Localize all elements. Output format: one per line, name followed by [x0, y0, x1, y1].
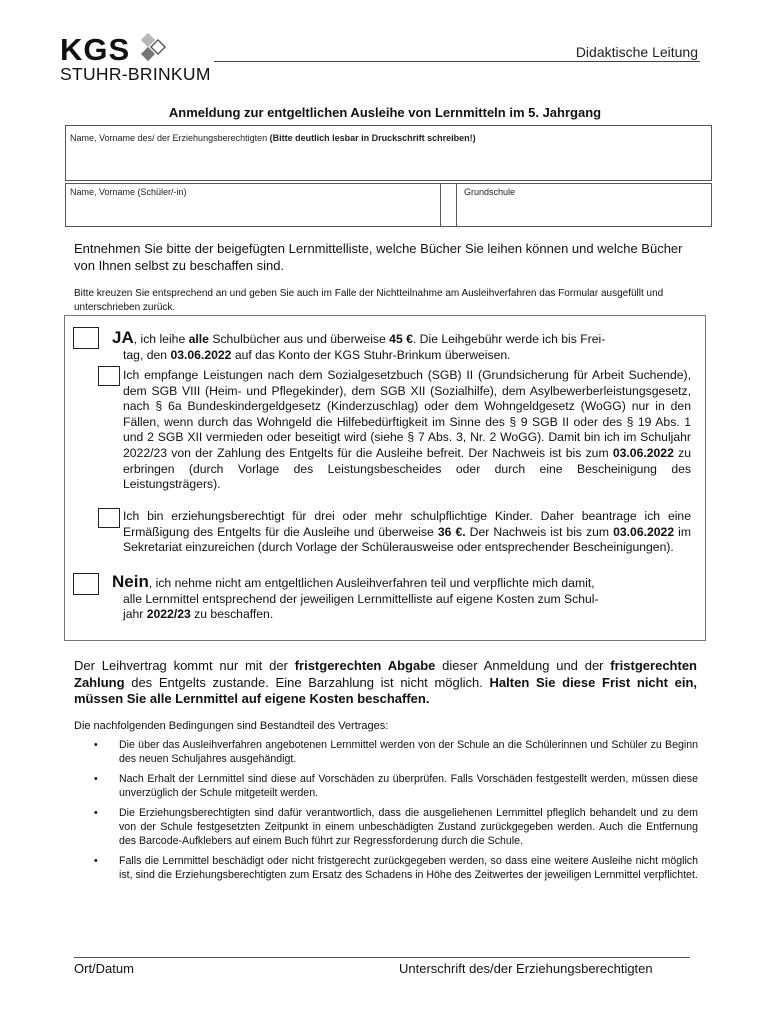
- list-item: • Die Erziehungsberechtigten sind dafür verantwortlich, dass die ausgeliehenen Lernmittel pfleglich behandelt und zu dem von der Schule festgesetzten Zeitpunkt in einem unbeschädigten Zustand zurückgegeben werden. Auch die Entfernung des Barcode-Aufklebers auf einem Buch führt zur Regressforderung durch die Schule.: [94, 807, 698, 847]
- signature-line[interactable]: [74, 957, 690, 958]
- option-nein-checkbox[interactable]: [73, 573, 99, 595]
- field-divider: [440, 183, 441, 227]
- bullet-icon: •: [94, 807, 98, 819]
- logo-diamond-icon: [134, 33, 168, 63]
- bullet-icon: •: [94, 855, 98, 867]
- instruction-text: Bitte kreuzen Sie entsprechend an und geben Sie auch im Falle der Nichtteilnahme am Ausleihverfahren das Formular ausgefüllt und unterschrieben zurück.: [74, 288, 664, 313]
- student-name-label: Name, Vorname (Schüler/-in): [70, 187, 187, 197]
- place-date-label: Ort/Datum: [74, 961, 134, 976]
- list-item: • Nach Erhalt der Lernmittel sind diese auf Vorschäden zu überprüfen. Falls Vorschäden festgestellt werden, müssen diese unverzüglich der Schule mitgeteilt werden.: [94, 773, 698, 799]
- header-divider: [214, 61, 700, 62]
- option-ja-checkbox[interactable]: [73, 327, 99, 349]
- contract-text: Der Leihvertrag kommt nur mit der fristgerechten Abgabe dieser Anmeldung und der fristgerechten Zahlung des Entgelts zustande. Eine Barzahlung ist nicht möglich. Halten Sie diese Frist nicht ein, müssen Sie alle Lernmittel auf eigene Kosten beschaffen.: [74, 658, 697, 706]
- field-divider: [456, 183, 457, 227]
- list-item: • Die über das Ausleihverfahren angebotenen Lernmittel werden von der Schule an die Schülerinnen und Schüler zu Beginn des neuen Schuljahres ausgehändigt.: [94, 739, 698, 765]
- list-item: • Falls die Lernmittel beschädigt oder nicht fristgerecht zurückgegeben werden, so dass eine weitere Ausleihe nicht möglich ist, sind die Erziehungsberechtigten zum Ersatz des Schadens in Höhe des Zeitwertes der jeweiligen Lernmittel verpflichtet.: [94, 855, 698, 881]
- logo-text: KGS: [60, 32, 131, 67]
- school-name-label[interactable]: Grundschule: [464, 187, 516, 197]
- option-ja-text: JA, ich leihe alle Schulbücher aus und überweise 45 €. Die Leihgebühr werde ich bis Frei- tag, den 03.06.2022 auf das Konto der KGS Stuhr-Brinkum überweisen.: [112, 328, 606, 362]
- conditions-list: [90, 738, 698, 888]
- signature-label: Unterschrift des/der Erziehungsberechtigten: [399, 961, 653, 976]
- department-label: Didaktische Leitung: [575, 44, 698, 60]
- guardian-name-label: Name, Vorname des/ der Erziehungsberechtigten (Bitte deutlich lesbar in Druckschrift schreiben!): [70, 133, 476, 143]
- option-reduction-checkbox[interactable]: [98, 508, 120, 528]
- bullet-icon: •: [94, 739, 98, 751]
- option-benefits-text: Ich empfange Leistungen nach dem Sozialgesetzbuch (SGB) II (Grundsicherung für Arbeit Suchende), dem SGB VIII (Heim- und Pflegekinder), dem SGB XII (Sozialhilfe), dem Asylbewerberleistungsgesetz, nach § 6a Bundeskindergeldgesetz (Kinderzuschlag) oder dem Wohngeldgesetz (WoGG) nur in den Fällen, wenn durch das Wohngeld die Hilfebedürftigkeit im Sinne des § 9 SGB II oder des § 19 Abs. 1 und 2 SGB XII vermieden oder beseitigt wird (siehe § 7 Abs. 3, Nr. 2 WoGG). Damit bin ich im Schuljahr 2022/23 von der Zahlung des Entgelts für die Ausleihe befreit. Der Nachweis ist bis zum 03.06.2022 zu erbringen (durch Vorlage des Leistungsbescheides oder durch eine Bescheinigung des Leistungsträgers).: [123, 368, 691, 492]
- conditions-intro: Die nachfolgenden Bedingungen sind Bestandteil des Vertrages:: [74, 720, 389, 732]
- option-reduction-text: Ich bin erziehungsberechtigt für drei oder mehr schulpflichtige Kinder. Daher beantrage ich eine Ermäßigung des Entgelts für die Ausleihe und überweise 36 €. Der Nachweis ist bis zum 03.06.2022 im Sekretariat einzureichen (durch Vorlage der Schülerausweise oder entsprechender Bescheinigungen).: [123, 509, 692, 555]
- option-benefits-checkbox[interactable]: [98, 366, 120, 386]
- form-title: Anmeldung zur entgeltlichen Ausleihe von Lernmitteln im 5. Jahrgang: [168, 105, 602, 120]
- logo-subtitle: STUHR-BRINKUM: [60, 64, 211, 84]
- intro-text: Entnehmen Sie bitte der beigefügten Lernmittelliste, welche Bücher Sie leihen können und welche Bücher von Ihnen selbst zu beschaffen sind.: [74, 241, 683, 273]
- bullet-icon: •: [94, 773, 98, 785]
- option-nein-text: Nein, ich nehme nicht am entgeltlichen Ausleihverfahren teil und verpflichte mich damit, alle Lernmittel entsprechend der jeweiligen Lernmittelliste auf eigene Kosten zum Schul- jahr 2022/23 zu beschaffen.: [112, 572, 599, 622]
